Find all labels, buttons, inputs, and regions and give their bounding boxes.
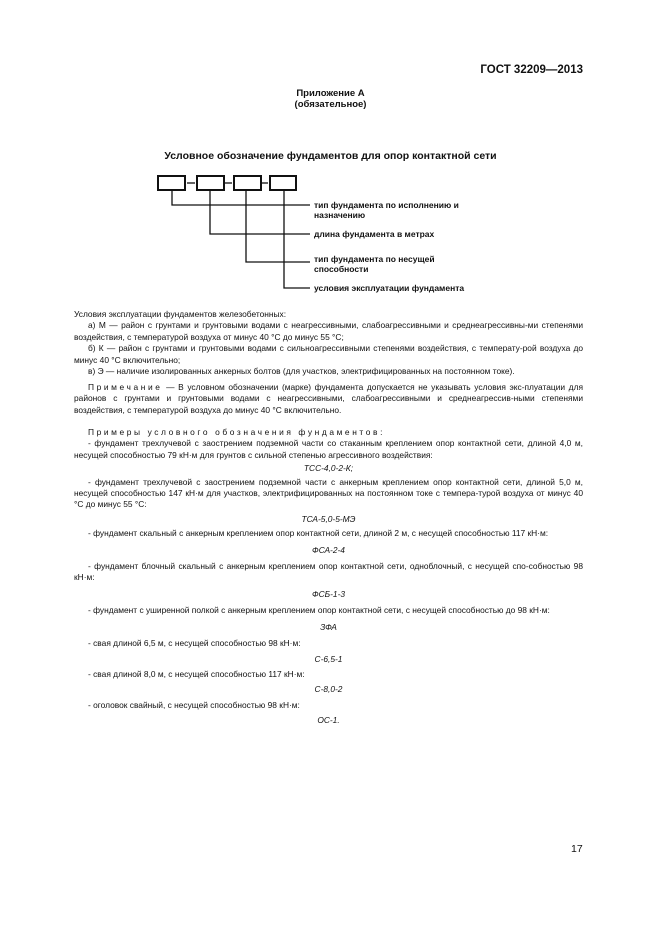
section-title: Условное обозначение фундаментов для опор контактной сети <box>164 150 497 162</box>
example-text: - оголовок свайный, с несущей способностью 98 кН·м: <box>88 699 300 710</box>
box-2 <box>197 176 224 190</box>
diagram-label-length: длина фундамента в метрах <box>314 229 435 239</box>
box-3 <box>234 176 261 190</box>
note-block <box>74 382 583 416</box>
designation-scheme <box>150 172 320 297</box>
example-text: - фундамент с уширенной полкой с анкерным креплением опор контактной сети, с несущей способностью до 98 кН·м: <box>88 605 550 616</box>
example-code: ФСБ-1-3 <box>311 588 346 599</box>
diagram-label-conditions: условия эксплуатации фундамента <box>314 283 465 293</box>
example-text: - свая длиной 8,0 м, с несущей способностью 117 кН·м: <box>88 668 305 679</box>
annex-status: (обязательное) <box>294 99 367 110</box>
conditions-intro: Условия эксплуатации фундаментов железобетонных: <box>74 309 287 319</box>
example-code: ТСС-4,0-2-К; <box>303 463 354 474</box>
box-4 <box>270 176 296 190</box>
example-code: ОС-1. <box>317 715 340 726</box>
examples-heading: Примеры условного обозначения фундаментов: <box>88 427 385 437</box>
condition-c: в) Э — наличие изолированных анкерных болтов (для участков, электрифицированных на постоянном токе). <box>88 366 515 377</box>
annex-title: Приложение А <box>296 88 365 99</box>
condition-b: б) К — район с грунтами и грунтовыми водами с сильноагрессивными степенями воздействия, с температу-рой воздуха до минус 40 °С включительно; <box>74 343 583 365</box>
note-text: — В условном обозначении (марке) фундамента допускается не указывать условия экс-плуатации для районов с грунтами и грунтовыми водами с неагрессивными, слабоагрессивными и среднеагрессив-ными степенями воздействия, с температурой воздуха до минус 40 °С включительно. <box>74 382 583 415</box>
document-header: ГОСТ 32209—2013 <box>480 64 583 76</box>
example-code: С-6,5-1 <box>314 653 343 664</box>
diagram-label-type: тип фундамента по исполнению и назначению <box>314 200 459 220</box>
example-code: ТСА-5,0-5-МЭ <box>301 513 356 524</box>
example-code: ЗФА <box>320 621 337 632</box>
example-text: - свая длиной 6,5 м, с несущей способностью 98 кН·м: <box>88 638 301 649</box>
example-text: - фундамент трехлучевой с заострением подземной части с анкерным креплением опор контактной сети, длиной 5,0 м, несущей способностью 147 кН·м для участков, электрифицированных на постоянном токе с темпера-турой воздуха от минус 40 °С до минус 55 °С: <box>74 476 583 510</box>
conditions-block <box>74 309 583 377</box>
example-text: - фундамент трехлучевой с заострением подземной части со стаканным креплением опор контактной сети, длиной 4,0 м, несущей способностью 79 кН·м для грунтов с сильной степенью агрессивного воздействия: <box>74 438 583 460</box>
example-text: - фундамент блочный скальный с анкерным креплением опор контактной сети, одноблочный, с несущей спо-собностью 98 кН·м: <box>74 561 583 583</box>
examples-block <box>74 427 583 731</box>
example-code: ФСА-2-4 <box>312 544 345 555</box>
example-text: - фундамент скальный с анкерным креплением опор контактной сети, длиной 2 м, с несущей способностью 117 кН·м: <box>88 528 549 539</box>
box-1 <box>158 176 185 190</box>
example-code: С-8,0-2 <box>314 684 343 695</box>
designation-diagram <box>150 172 480 297</box>
page-number: 17 <box>571 843 583 855</box>
condition-a: а) М — район с грунтами и грунтовыми водами с неагрессивными, слабоагрессивными и среднеагрессивны-ми степенями воздействия, с температурой воздуха от минус 40 °С до минус 55 °С; <box>74 320 583 342</box>
note-label: Примечание <box>88 382 163 392</box>
annex-heading <box>0 88 661 110</box>
diagram-label-capacity: тип фундамента по несущей способности <box>314 254 435 274</box>
